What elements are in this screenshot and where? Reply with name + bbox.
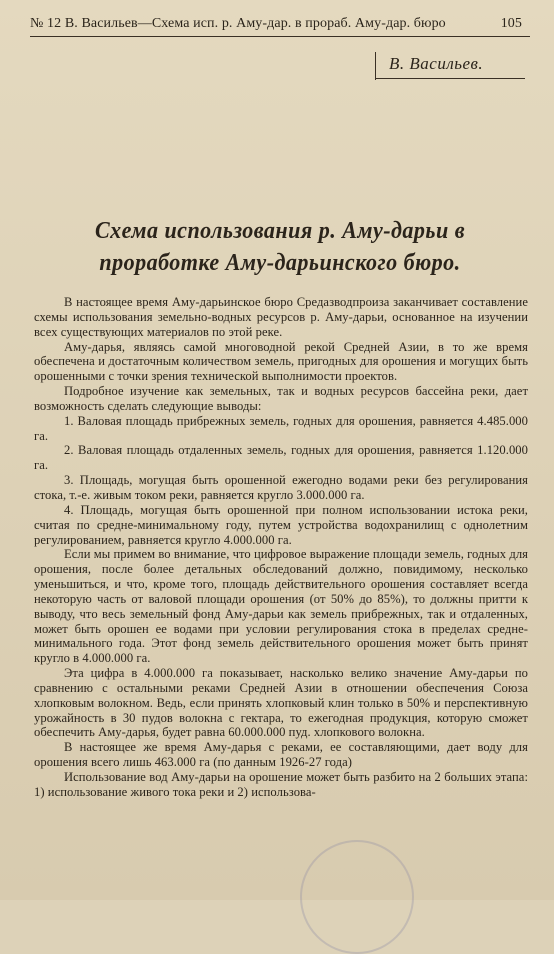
paragraph: Если мы примем во внимание, что цифровое выражение площади земель, годных для орошения, после более детальных обследований должно, повидимому, несколько уменьшиться, и что, кроме того, площадь действительного орошения составляет всегда некоторую часть от валовой площади орошения (от 50% до 85%), то должны притти к выводу, что весь земельный фонд Аму-дарьи как земель прибрежных, так и отдаленных, может быть орошен ее водами при условии регулирования стока в пределах средне-минимального года. Этот фонд земель действительного орошения может быть принят кругло в 4.000.000 га. [34,547,528,666]
article-body [34,295,528,800]
paragraph: 1. Валовая площадь прибрежных земель, годных для орошения, равняется 4.485.000 га. [34,413,528,443]
paragraph: В настоящее же время Аму-дарья с реками, ее составляющими, дает воду для орошения всего лишь 463.000 га (по данным 1926-27 года) [34,740,528,770]
paragraph: Подробное изучение как земельных, так и водных ресурсов бассейна реки, дает возможность сделать следующие выводы: [34,384,528,413]
paragraph: Эта цифра в 4.000.000 га показывает, насколько велико значение Аму-дарьи по сравнению с остальными реками Средней Азии в отношении обеспечения Союза хлопковым волокном. Ведь, если принять хлопковый клин только в 50% и перспективную урожайность в 30 пудов волокна с гектара, то ежегодная продукция, которую сможет обеспечить Аму-дарья, будет равна 60.000.000 пуд. хлопкового волокна. [34,666,528,740]
paragraph: Использование вод Аму-дарьи на орошение может быть разбито на 2 больших этапа: 1) использование живого тока реки и 2) использова- [34,770,528,799]
running-header-text: № 12 В. Васильев—Схема исп. р. Аму-дар. в прораб. Аму-дар. бюро [30,16,446,31]
article-title: Схема использования р. Аму-дарьи в проработке Аму-дарьинского бюро. [94,218,466,276]
author-name: В. Васильев. [389,54,484,73]
running-header [30,16,522,32]
author-box [375,52,525,79]
paragraph: 2. Валовая площадь отдаленных земель, годных для орошения, равняется 1.120.000 га. [34,443,528,473]
header-rule [30,36,530,37]
paragraph: 3. Площадь, могущая быть орошенной ежегодно водами реки без регулирования стока, т.-е. живым током реки, равняется кругло 3.000.000 га. [34,473,528,502]
paragraph: Аму-дарья, являясь самой многоводной рекой Средней Азии, в то же время обеспечена и достаточным количеством земель, пригодных для орошения и могущих быть орошенными с точки зрения технической выполнимости проектов. [34,339,528,384]
paragraph: В настоящее время Аму-дарьинское бюро Средазводпроиза заканчивает составление схемы использования земельно-водных ресурсов р. Аму-дарьи, основанное на изучении всех существующих материалов по этой реке. [34,295,528,339]
paragraph: 4. Площадь, могущая быть орошенной при полном использовании истока реки, считая по средне-минимальному году, путем устройства водохранилищ с однолетним регулированием, равняется кругло 4.000.000 га. [34,502,528,547]
page-number: 105 [500,16,522,31]
library-stamp [300,840,414,954]
